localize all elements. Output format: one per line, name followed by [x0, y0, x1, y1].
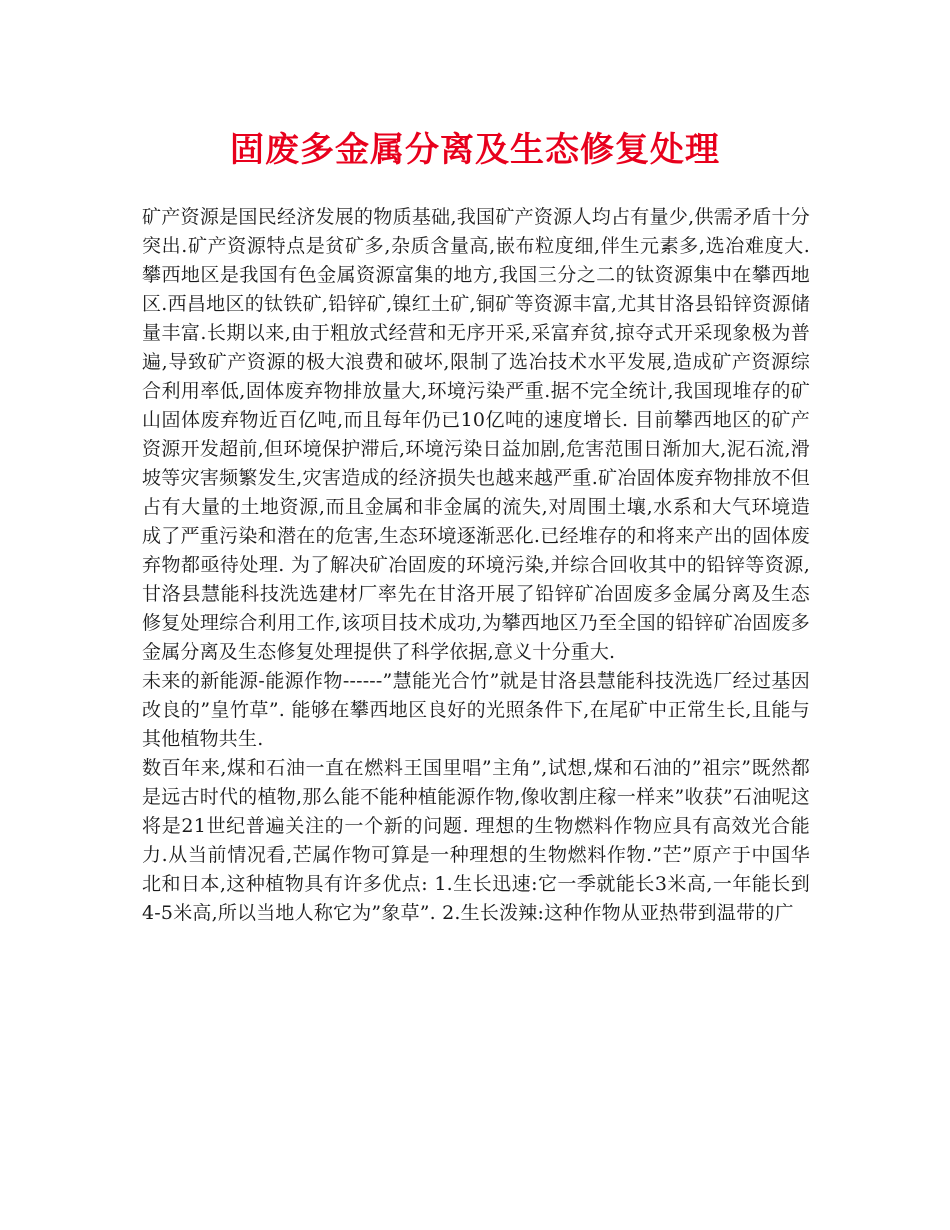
document-body — [142, 203, 810, 928]
document-title: 固废多金属分离及生态修复处理 — [230, 130, 720, 170]
paragraph-2: 未来的新能源-能源作物------”慧能光合竹”就是甘洛县慧能科技洗选厂经过基因改良的”皇竹草”. 能够在攀西地区良好的光照条件下,在尾矿中正常生长,且能与其他植物共生. — [142, 670, 810, 750]
paragraph-3: 数百年来,煤和石油一直在燃料王国里唱”主角”,试想,煤和石油的”祖宗”既然都是远古时代的植物,那么能不能种植能源作物,像收割庄稼一样来”收获”石油呢这将是21世纪普遍关注的一个新的问题. 理想的生物燃料作物应具有高效光合能力.从当前情况看,芒属作物可算是一种理想的生物燃料作物.”芒”原产于中国华北和日本,这种植物具有许多优点: 1.生长迅速:它一季就能长3米高,一年能长到4-5米高,所以当地人称它为”象草”. 2.生长泼辣:这种作物从亚热带到温带的广 — [142, 757, 810, 924]
paragraph-1: 矿产资源是国民经济发展的物质基础,我国矿产资源人均占有量少,供需矛盾十分突出.矿产资源特点是贫矿多,杂质含量高,嵌布粒度细,伴生元素多,选冶难度大. 攀西地区是我国有色金属资源富集的地方,我国三分之二的钛资源集中在攀西地区.西昌地区的钛铁矿,铅锌矿,镍红土矿,铜矿等资源丰富,尤其甘洛县铅锌资源储量丰富.长期以来,由于粗放式经营和无序开采,采富弃贫,掠夺式开采现象极为普遍,导致矿产资源的极大浪费和破坏,限制了选冶技术水平发展,造成矿产资源综合利用率低,固体废弃物排放量大,环境污染严重.据不完全统计,我国现堆存的矿山固体废弃物近百亿吨,而且每年仍已10亿吨的速度增长. 目前攀西地区的矿产资源开发超前,但环境保护滞后,环境污染日益加剧,危害范围日渐加大,泥石流,滑坡等灾害频繁发生,灾害造成的经济损失也越来越严重.矿冶固体废弃物排放不但占有大量的土地资源,而且金属和非金属的流失,对周围土壤,水系和大气环境造成了严重污染和潜在的危害,生态环境逐渐恶化.已经堆存的和将来产出的固体废弃物都亟待处理. 为了解决矿冶固废的环境污染,并综合回收其中的铅锌等资源,甘洛县慧能科技洗选建材厂率先在甘洛开展了铅锌矿冶固废多金属分离及生态修复处理综合利用工作,该项目技术成功,为攀西地区乃至全国的铅锌矿冶固废多金属分离及生态修复处理提供了科学依据,意义十分重大. — [142, 206, 810, 663]
